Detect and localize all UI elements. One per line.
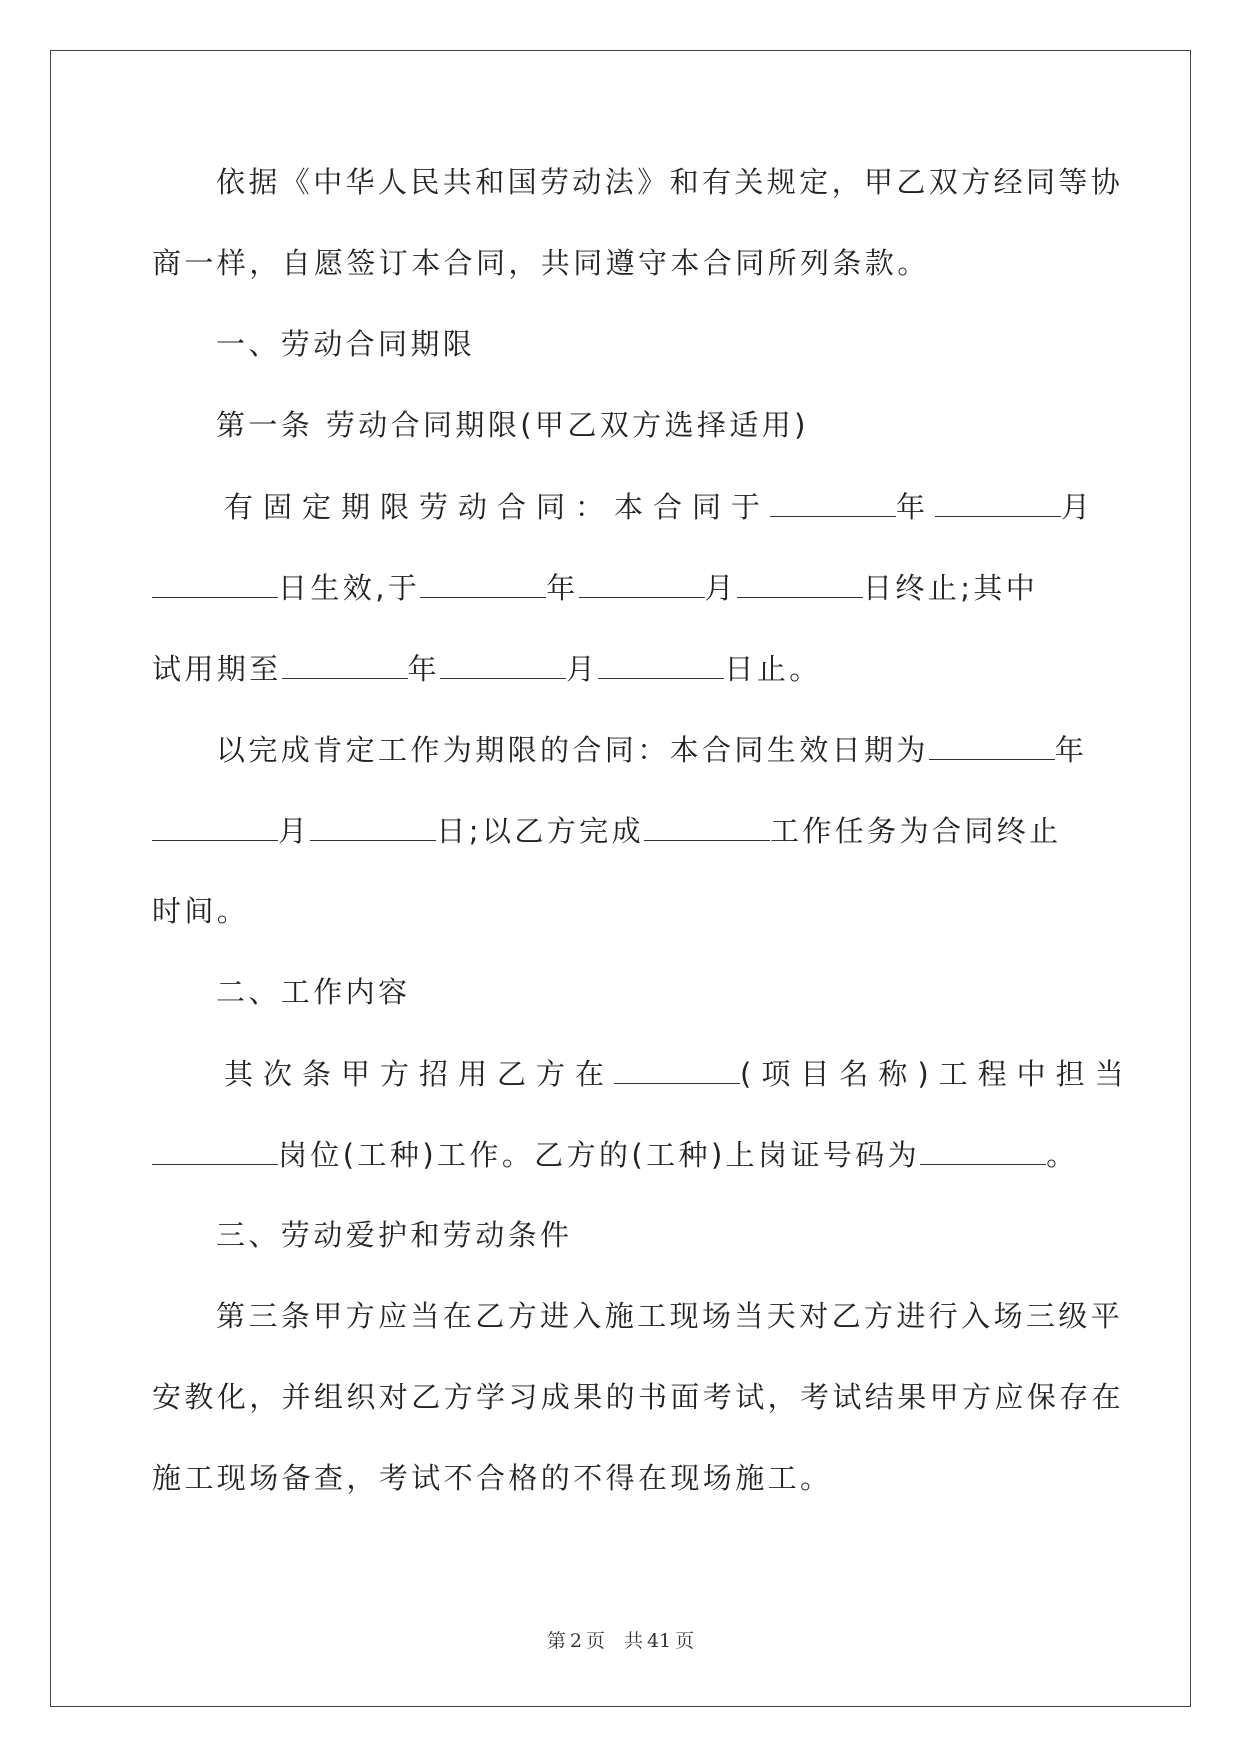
blank-field[interactable] bbox=[152, 810, 278, 841]
blank-field[interactable] bbox=[152, 567, 278, 598]
blank-field[interactable] bbox=[282, 648, 408, 679]
fixed-term-line-2: 日生效,于 年 月 日终止;其中 bbox=[152, 567, 1092, 608]
section-heading-2: 二、工作内容 bbox=[216, 975, 411, 1009]
footer-page-prefix: 第 bbox=[546, 1630, 566, 1652]
footer-page-suffix: 页 bbox=[675, 1630, 695, 1652]
blank-field[interactable] bbox=[614, 1053, 740, 1084]
paragraph-intro-line-1: 依据《中华人民共和国劳动法》和有关规定，甲乙双方经同等协 bbox=[216, 165, 1124, 199]
article-3-line-3: 施工现场备查，考试不合格的不得在现场施工。 bbox=[152, 1461, 833, 1495]
paragraph-intro-line-2: 商一样，自愿签订本合同，共同遵守本合同所列条款。 bbox=[152, 246, 930, 280]
article-1-title: 第一条 劳动合同期限(甲乙双方选择适用) bbox=[216, 408, 809, 442]
page-footer bbox=[0, 1626, 1241, 1653]
fixed-term-line-3: 试用期至 年 月 日止。 bbox=[152, 648, 1092, 689]
blank-field[interactable] bbox=[310, 810, 436, 841]
blank-field[interactable] bbox=[644, 810, 770, 841]
section-heading-1: 一、劳动合同期限 bbox=[216, 327, 476, 361]
article-2-line-2: 岗位(工种)工作。乙方的(工种)上岗证号码为 。 bbox=[152, 1134, 1092, 1175]
task-term-line-1: 以完成肯定工作为期限的合同：本合同生效日期为 年 bbox=[152, 729, 1092, 770]
article-3-line-2: 安教化，并组织对乙方学习成果的书面考试，考试结果甲方应保存在 bbox=[152, 1380, 1125, 1414]
task-term-line-3: 时间。 bbox=[152, 894, 250, 928]
blank-field[interactable] bbox=[929, 729, 1055, 760]
task-term-line-2: 月 日;以乙方完成 工作任务为合同终止 bbox=[152, 810, 1092, 851]
footer-page-number: 2 bbox=[569, 1630, 582, 1652]
article-3-line-1: 第三条甲方应当在乙方进入施工现场当天对乙方进行入场三级平 bbox=[216, 1299, 1124, 1333]
blank-field[interactable] bbox=[152, 1134, 278, 1165]
footer-total-pages: 41 bbox=[646, 1630, 672, 1652]
blank-field[interactable] bbox=[920, 1134, 1046, 1165]
blank-field[interactable] bbox=[420, 567, 546, 598]
blank-field[interactable] bbox=[440, 648, 566, 679]
blank-field[interactable] bbox=[579, 567, 705, 598]
blank-field[interactable] bbox=[737, 567, 863, 598]
blank-field[interactable] bbox=[598, 648, 724, 679]
section-heading-3: 三、劳动爱护和劳动条件 bbox=[216, 1218, 573, 1252]
fixed-term-line-1: 有固定期限劳动合同：本合同于 年 月 bbox=[152, 486, 1092, 527]
blank-field[interactable] bbox=[935, 486, 1061, 517]
article-2-line-1: 其次条甲方招用乙方在 (项目名称)工程中担当 bbox=[152, 1053, 1092, 1094]
document-body bbox=[152, 162, 1134, 1499]
footer-page-mid: 页 共 bbox=[585, 1630, 643, 1652]
blank-field[interactable] bbox=[770, 486, 896, 517]
